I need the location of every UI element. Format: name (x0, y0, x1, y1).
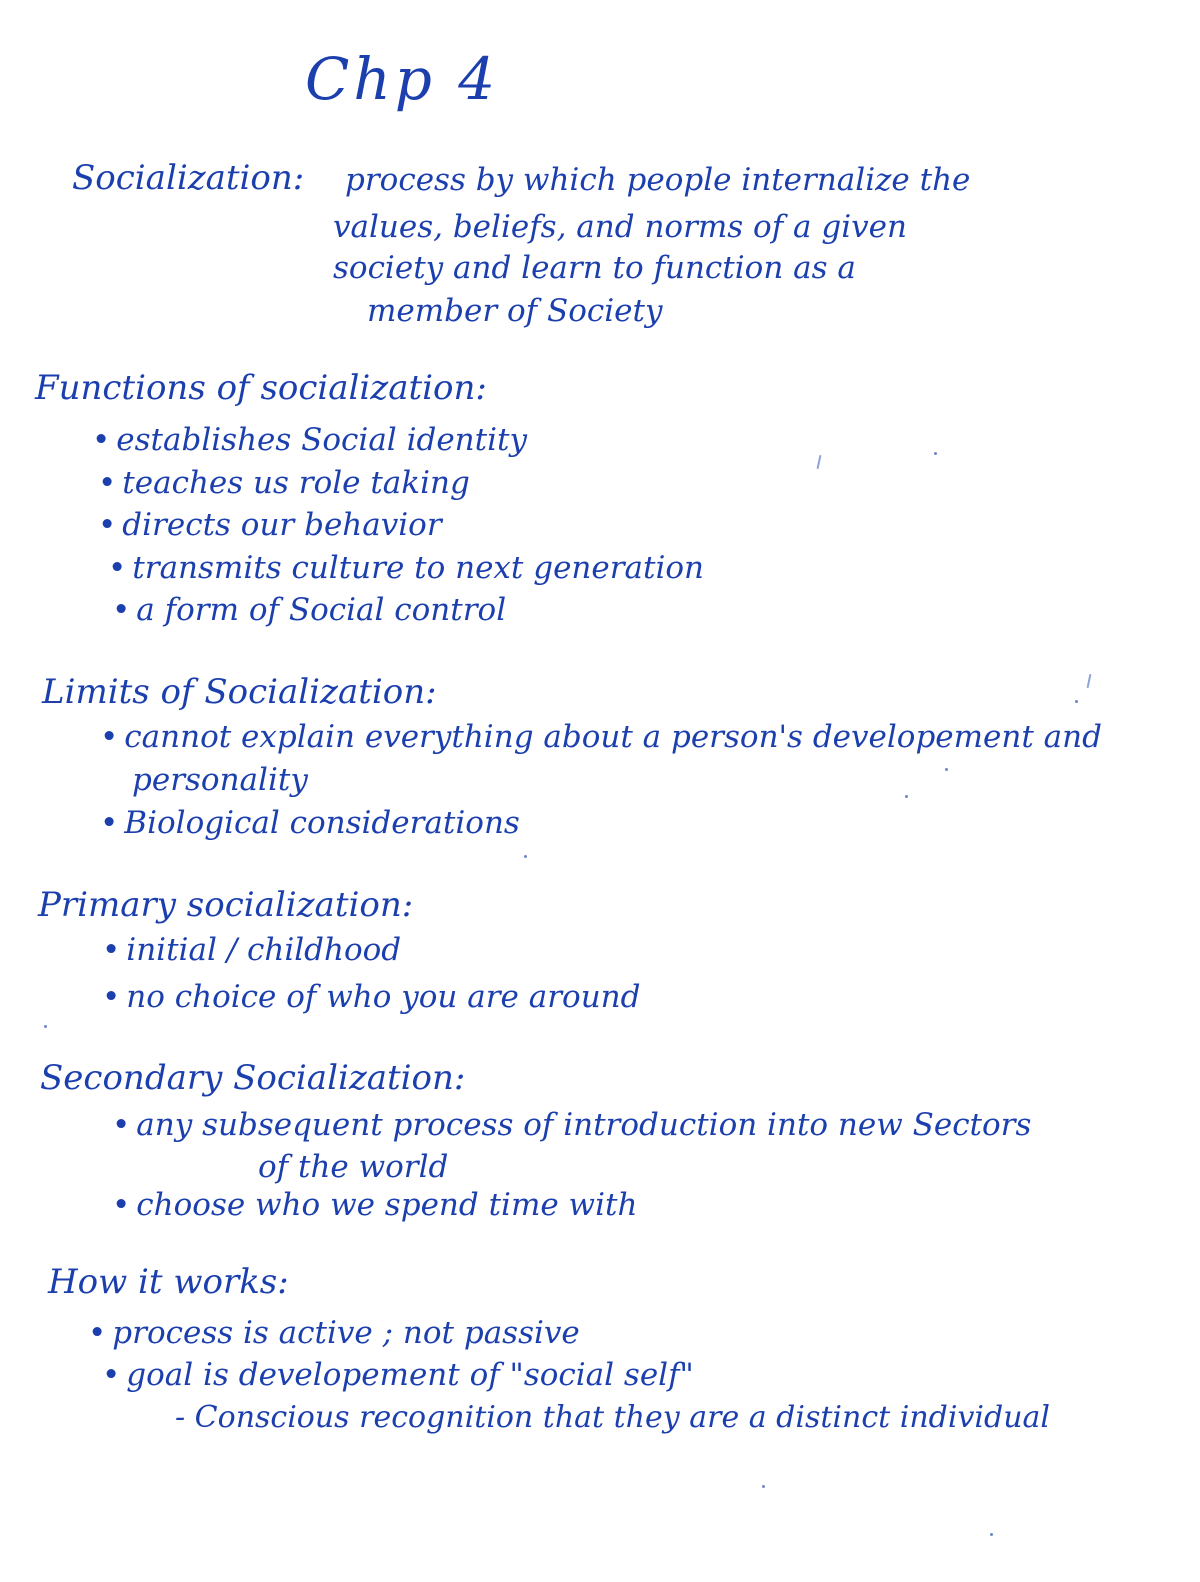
functions-item: • directs our behavior (98, 507, 442, 543)
functions-item: • transmits culture to next generation (108, 550, 705, 586)
how-item: • goal is developement of "social self" (102, 1357, 694, 1393)
scan-speck (990, 1533, 993, 1536)
limits-item: • cannot explain everything about a person's developement and (100, 719, 1102, 755)
how-sub-item: - Conscious recognition that they are a distinct individual (175, 1400, 1050, 1435)
page-title: Chp 4 (305, 45, 500, 113)
how-item: • process is active ; not passive (88, 1315, 580, 1351)
limits-item-continuation: personality (132, 762, 308, 798)
stray-mark (817, 455, 822, 469)
definition-term: Socialization: (72, 158, 305, 198)
scan-speck (524, 855, 527, 858)
scan-speck (44, 1025, 47, 1028)
scan-speck (945, 768, 948, 771)
secondary-heading: Secondary Socialization: (40, 1058, 466, 1098)
primary-item: • initial / childhood (102, 932, 402, 968)
secondary-item-continuation: of the world (258, 1149, 449, 1185)
functions-item: • establishes Social identity (92, 422, 527, 458)
stray-mark (1087, 674, 1092, 688)
definition-line: society and learn to function as a (333, 250, 856, 286)
how-heading: How it works: (48, 1262, 289, 1302)
definition-line: member of Society (367, 293, 663, 329)
primary-heading: Primary socialization: (38, 885, 414, 925)
functions-item: • a form of Social control (112, 592, 507, 628)
primary-item: • no choice of who you are around (102, 979, 641, 1015)
definition-line: process by which people internalize the (345, 162, 971, 198)
scan-speck (905, 795, 908, 798)
limits-heading: Limits of Socialization: (42, 672, 437, 712)
scan-speck (1075, 700, 1078, 703)
limits-item: • Biological considerations (100, 805, 520, 841)
functions-item: • teaches us role taking (98, 465, 470, 501)
secondary-item: • choose who we spend time with (112, 1187, 638, 1223)
functions-heading: Functions of socialization: (35, 368, 487, 408)
scan-speck (934, 452, 937, 455)
scan-speck (762, 1485, 765, 1488)
definition-line: values, beliefs, and norms of a given (333, 209, 907, 245)
secondary-item: • any subsequent process of introduction into new Sectors (112, 1107, 1032, 1143)
